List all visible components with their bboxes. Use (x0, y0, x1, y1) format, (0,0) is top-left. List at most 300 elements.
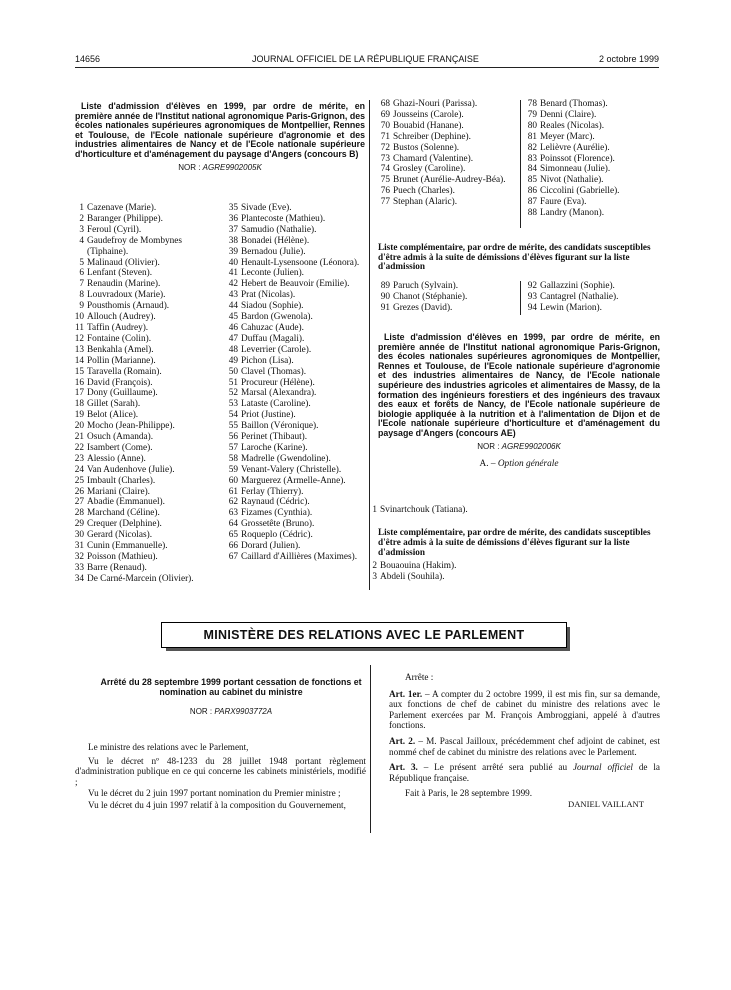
rank-number: 64 (228, 519, 238, 530)
rank-number: 31 (74, 541, 84, 552)
section1-nor (75, 163, 365, 172)
rank-number: 26 (74, 486, 84, 497)
list-item (222, 312, 367, 323)
candidate-name: Cahuzac (Aude). (241, 322, 304, 333)
list-item (68, 541, 218, 552)
list-item (374, 154, 518, 165)
candidate-name: Leconte (Julien). (241, 268, 304, 279)
rank-number: 40 (228, 257, 238, 268)
rank-number: 61 (228, 486, 238, 497)
rank-number: 80 (527, 120, 537, 131)
section2-list (361, 505, 561, 516)
list-item (68, 301, 218, 312)
list-item (68, 519, 218, 530)
candidate-name: Faure (Eva). (540, 197, 587, 208)
section1-title: Liste d'admission d'élèves en 1999, par ordre de mérite, en première année de l'Institut national agronomique Paris-Grignon, des écoles nationales supérieures agronomiques de Montpellier, Rennes et Toulouse, de l'Ecole nationale supérieure d'agronomie et des industries alimentaires de Nancy et de l'Ecole nationale supérieure d'horticulture et d'aménagement du paysage d'Angers (concours B) (75, 101, 365, 159)
candidate-name: Cazenave (Marie). (87, 203, 157, 213)
rank-number: 12 (74, 333, 84, 344)
list-item (68, 214, 218, 225)
candidate-name: Chamard (Valentine). (393, 153, 474, 164)
candidate-name: Hebert de Beauvoir (Emilie). (241, 279, 350, 290)
rank-number: 47 (228, 333, 238, 344)
list-item (521, 121, 661, 132)
rank-number: 84 (527, 164, 537, 175)
list-item (374, 292, 518, 303)
list-item (521, 132, 661, 143)
list-item (68, 236, 218, 258)
rank-number: 45 (228, 312, 238, 323)
list-item (521, 110, 661, 121)
rank-number: 33 (74, 562, 84, 573)
rank-number: 94 (527, 302, 537, 313)
list-item (222, 508, 367, 519)
rank-number: 62 (228, 497, 238, 508)
candidate-name: Reales (Nicolas). (540, 120, 605, 131)
rank-number: 68 (380, 99, 390, 109)
list-item (68, 421, 218, 432)
rank-number: 58 (228, 453, 238, 464)
rank-number: 11 (75, 322, 84, 333)
nor-label: NOR : (477, 441, 500, 451)
header-rule (75, 67, 659, 68)
list-item (68, 454, 218, 465)
list-item (222, 258, 367, 269)
rank-number: 86 (527, 186, 537, 197)
candidate-name: Dony (Guillaume). (87, 388, 158, 399)
rank-number: 93 (527, 291, 537, 302)
candidate-name: Pollin (Marianne). (87, 355, 156, 366)
rank-number: 73 (380, 153, 390, 164)
candidate-name: Laroche (Karine). (241, 442, 308, 453)
rank-number: 66 (228, 541, 238, 552)
candidate-name: Benkahla (Amel). (87, 344, 154, 355)
rank-number: 77 (380, 197, 390, 208)
rank-number: 59 (228, 464, 238, 475)
list-item (222, 465, 367, 476)
admission-list-col3 (374, 99, 518, 208)
list-item (68, 378, 218, 389)
rank-number: 1 (79, 203, 84, 213)
arrete-vu1: Vu le décret nº 48-1233 du 28 juillet 1948 portant règlement d'administration publique en ce qui concerne les cabinets ministériels, modifié ; (75, 755, 366, 787)
list-item (222, 552, 367, 563)
list-item (222, 367, 367, 378)
candidate-name: Lelièvre (Aurélie). (540, 142, 610, 153)
candidate-name: Svinartchouk (Tatiana). (380, 505, 468, 515)
candidate-name: Gaudefroy de Mombynes (Tiphaine). (87, 235, 183, 257)
candidate-name: Fontaine (Colin). (87, 333, 152, 344)
candidate-name: Abdeli (Souhila). (380, 571, 445, 582)
rank-number: 8 (79, 290, 84, 301)
rank-number: 76 (380, 186, 390, 197)
list-item (374, 121, 518, 132)
candidate-name: Pichon (Lisa). (241, 355, 294, 366)
candidate-name: Mariani (Claire). (87, 486, 150, 497)
candidate-name: Mocho (Jean-Philippe). (87, 421, 175, 432)
rank-number: 74 (380, 164, 390, 175)
list-item (222, 301, 367, 312)
list-item (222, 454, 367, 465)
rank-number: 15 (74, 366, 84, 377)
candidate-name: Imbault (Charles). (87, 475, 156, 486)
admission-list-col2 (222, 203, 367, 563)
candidate-name: Plantecoste (Mathieu). (241, 213, 326, 224)
candidate-name: Lataste (Caroline). (241, 399, 311, 410)
candidate-name: Prat (Nicolas). (241, 290, 296, 301)
list-item (68, 574, 218, 585)
list-item (68, 410, 218, 421)
rank-number: 50 (228, 366, 238, 377)
rank-number: 3 (79, 224, 84, 235)
list-item (222, 378, 367, 389)
list-item (374, 281, 518, 292)
arrete-vu2: Vu le décret du 2 juin 1997 portant nomination du Premier ministre ; (88, 788, 341, 799)
candidate-name: Lenfant (Steven). (87, 268, 153, 279)
rank-number: 54 (228, 410, 238, 421)
candidate-name: Schreiber (Dephine). (393, 131, 471, 142)
list-item (222, 279, 367, 290)
rank-number: 63 (228, 508, 238, 519)
arrete-title: Arrêté du 28 septembre 1999 portant cessation de fonctions et nomination au cabinet du ministre (100, 677, 362, 697)
candidate-name: Allouch (Audrey). (87, 312, 156, 323)
candidate-name: Renaudin (Marine). (87, 279, 161, 290)
list-item (222, 410, 367, 421)
rank-number: 46 (228, 322, 238, 333)
list-item (68, 530, 218, 541)
list-item (68, 367, 218, 378)
candidate-name: Lewin (Marion). (540, 302, 602, 313)
rank-number: 22 (74, 442, 84, 453)
candidate-name: Alessio (Anne). (87, 453, 146, 464)
candidate-name: Priot (Justine). (241, 410, 296, 421)
candidate-name: Belot (Alice). (87, 410, 139, 421)
list-item (521, 154, 661, 165)
rank-number: 49 (228, 355, 238, 366)
journal-title: JOURNAL OFFICIEL DE LA RÉPUBLIQUE FRANÇAISE (252, 54, 479, 64)
rank-number: 44 (228, 301, 238, 312)
rank-number: 88 (527, 208, 537, 219)
admission-list-col1 (68, 203, 218, 585)
candidate-name: Pousthomis (Arnaud). (87, 301, 170, 312)
candidate-name: Sivade (Eve). (241, 203, 292, 213)
candidate-name: Duffau (Magali). (241, 333, 305, 344)
admission-list-col4 (521, 99, 661, 219)
list-item (68, 443, 218, 454)
candidate-name: Van Audenhove (Julie). (87, 464, 175, 475)
candidate-name: Marsal (Alexandra). (241, 388, 317, 399)
list-item (222, 290, 367, 301)
list-item (521, 208, 661, 219)
rank-number: 14 (74, 355, 84, 366)
candidate-name: Meyer (Marc). (540, 131, 595, 142)
rank-number: 1 (372, 505, 377, 515)
rank-number: 87 (527, 197, 537, 208)
section2 (378, 333, 660, 475)
candidate-name: Marchand (Céline). (87, 508, 160, 519)
candidate-name: Bonadei (Hélène). (241, 235, 310, 246)
rank-number: 2 (372, 561, 377, 571)
candidate-name: Jousseins (Carole). (393, 109, 464, 120)
candidate-name: Gerard (Nicolas). (87, 530, 153, 541)
rank-number: 92 (527, 281, 537, 291)
list-item (222, 356, 367, 367)
list-item (361, 561, 561, 572)
article-3: Art. 3. – Le présent arrêté sera publié au Journal officiel de la République française. (389, 762, 660, 783)
candidate-name: Isambert (Come). (87, 442, 153, 453)
list-item (68, 290, 218, 301)
candidate-name: Bouaouina (Hakim). (380, 561, 457, 571)
rank-number: 75 (380, 175, 390, 186)
candidate-name: Siadou (Sophie). (241, 301, 304, 312)
list-item (521, 186, 661, 197)
list-item (222, 268, 367, 279)
list-item (374, 143, 518, 154)
rank-number: 72 (380, 142, 390, 153)
rank-number: 67 (228, 552, 238, 562)
arrete-vu3: Vu le décret du 4 juin 1997 relatif à la composition du Gouvernement, (88, 799, 346, 810)
candidate-name: Madrelle (Gwendoline). (241, 453, 331, 464)
issue-date: 2 octobre 1999 (598, 54, 659, 64)
list-item (222, 476, 367, 487)
candidate-name: Puech (Charles). (393, 186, 455, 197)
candidate-name: Simonneau (Julie). (540, 164, 611, 175)
rank-number: 3 (372, 571, 377, 582)
candidate-name: Paruch (Sylvain). (393, 281, 459, 291)
list-item (68, 258, 218, 269)
rank-number: 78 (527, 99, 537, 109)
candidate-name: Crequer (Delphine). (87, 519, 162, 530)
section1-left (75, 102, 365, 177)
rank-number: 16 (74, 377, 84, 388)
list-item (521, 292, 661, 303)
list-item (521, 143, 661, 154)
rank-number: 5 (79, 257, 84, 268)
candidate-name: Bouabid (Hanane). (393, 120, 464, 131)
rank-number: 32 (74, 552, 84, 562)
candidate-name: Feroul (Cyril). (87, 224, 142, 235)
rank-number: 20 (74, 421, 84, 432)
candidate-name: Perinet (Thibaut). (241, 432, 308, 443)
list-item (68, 268, 218, 279)
section2-title: Liste d'admission d'élèves en 1999, par ordre de mérite, en première année de l'Institut national agronomique Paris-Grignon, des écoles nationales supérieures agronomiques de Montpellier, Rennes et Toulouse, de l'Ecole nationale supérieure d'agronomie et des industries alimentaires de Nancy, de l'Ecole nationale supérieure des industries agricoles et alimentaires de Massy, de la formation des ingénieurs forestiers et des ingénieurs des travaux des eaux et forêts de Nancy, de l'Ecole nationale supérieure de biologie appliquée à la nutrition et à l'alimentation de Dijon et de l'Ecole nationale supérieure d'horticulture et d'aménagement du paysage d'Angers (concours AE) (378, 332, 660, 438)
candidate-name: Fizames (Cynthia). (241, 508, 313, 519)
list-item (374, 197, 518, 208)
list-item (68, 388, 218, 399)
ministry-heading: MINISTÈRE DES RELATIONS AVEC LE PARLEMENT (161, 622, 567, 648)
list-item (222, 236, 367, 247)
rank-number: 41 (228, 268, 238, 279)
rank-number: 70 (380, 120, 390, 131)
list-item (222, 541, 367, 552)
rank-number: 65 (228, 530, 238, 541)
candidate-name: Grosley (Caroline). (393, 164, 466, 175)
rank-number: 55 (228, 421, 238, 432)
candidate-name: Raynaud (Cédric). (241, 497, 310, 508)
complement1-title: Liste complémentaire, par ordre de mérite, des candidats susceptibles d'être admis à la suite de démissions d'élèves figurant sur la liste d'admission (378, 242, 651, 272)
rank-number: 27 (74, 497, 84, 508)
rank-number: 89 (380, 281, 390, 291)
candidate-name: Ghazi-Nouri (Parissa). (393, 99, 478, 109)
complement2-list (361, 561, 561, 583)
rank-number: 35 (228, 203, 238, 213)
rank-number: 34 (74, 573, 84, 584)
candidate-name: Stephan (Alaric). (393, 197, 458, 208)
rank-number: 53 (228, 399, 238, 410)
list-item (222, 519, 367, 530)
rank-number: 9 (79, 301, 84, 312)
list-item (222, 388, 367, 399)
complement1-col2 (521, 281, 661, 314)
rank-number: 7 (79, 279, 84, 290)
candidate-name: Poinssot (Florence). (540, 153, 615, 164)
list-item (374, 132, 518, 143)
signature: DANIEL VAILLANT (568, 798, 644, 809)
complement1-col1 (374, 281, 518, 314)
candidate-name: Venant-Valery (Christelle). (241, 464, 342, 475)
arrete-column-divider (370, 665, 371, 833)
rank-number: 81 (527, 131, 537, 142)
list-item (222, 203, 367, 214)
list-item (374, 99, 518, 110)
arrete-left (95, 678, 367, 739)
rank-number: 37 (228, 224, 238, 235)
list-item (222, 345, 367, 356)
rank-number: 43 (228, 290, 238, 301)
candidate-name: Taravella (Romain). (87, 366, 162, 377)
list-item (68, 497, 218, 508)
rank-number: 38 (228, 235, 238, 246)
rank-number: 24 (74, 464, 84, 475)
candidate-name: Henault-Lysensoone (Léonora). (241, 257, 360, 268)
list-item (521, 164, 661, 175)
candidate-name: David (François). (87, 377, 153, 388)
candidate-name: Marguerez (Armelle-Anne). (241, 475, 346, 486)
candidate-name: Samudio (Nathalie). (241, 224, 317, 235)
list-item (374, 175, 518, 186)
list-item (222, 487, 367, 498)
list-item (68, 225, 218, 236)
column-divider (369, 100, 370, 590)
candidate-name: Bernadou (Julie). (241, 246, 306, 257)
list-item (68, 465, 218, 476)
list-item (68, 323, 218, 334)
candidate-name: Bustos (Solenne). (393, 142, 460, 153)
list-item (68, 399, 218, 410)
list-item (222, 432, 367, 443)
rank-number: 82 (527, 142, 537, 153)
list-item (222, 530, 367, 541)
rank-number: 4 (79, 235, 84, 246)
list-item (68, 279, 218, 290)
rank-number: 29 (74, 519, 84, 530)
list-item (68, 563, 218, 574)
candidate-name: Leverrier (Carole). (241, 344, 312, 355)
rank-number: 19 (74, 410, 84, 421)
rank-number: 85 (527, 175, 537, 186)
rank-number: 60 (228, 475, 238, 486)
rank-number: 79 (527, 109, 537, 120)
list-item (68, 345, 218, 356)
candidate-name: Grezes (David). (393, 302, 453, 313)
candidate-name: De Carné-Marcein (Olivier). (87, 573, 194, 584)
rank-number: 23 (74, 453, 84, 464)
rank-number: 48 (228, 344, 238, 355)
candidate-name: Denni (Claire). (540, 109, 597, 120)
candidate-name: Abadie (Emmanuel). (87, 497, 165, 508)
candidate-name: Brunet (Aurélie-Audrey-Béa). (393, 175, 506, 186)
candidate-name: Ferlay (Thierry). (241, 486, 304, 497)
list-item (361, 572, 561, 583)
article-2: Art. 2. – M. Pascal Jailloux, précédemment chef adjoint de cabinet, est nommé chef de cabinet du ministre des relations avec le Parlement. (389, 735, 660, 757)
arrete-right (389, 672, 660, 810)
list-item (68, 334, 218, 345)
candidate-name: Nivot (Nathalie). (540, 175, 604, 186)
rank-number: 17 (74, 388, 84, 399)
list-item (222, 443, 367, 454)
rank-number: 39 (228, 246, 238, 257)
nor-code: AGRE9902006K (501, 441, 561, 451)
arrete-preamble (75, 742, 366, 811)
list-item (374, 110, 518, 121)
candidate-name: Ciccolini (Gabrielle). (540, 186, 620, 197)
candidate-name: Louvradoux (Marie). (87, 290, 166, 301)
list-item (374, 303, 518, 314)
list-item (374, 186, 518, 197)
rank-number: 69 (380, 109, 390, 120)
rank-number: 30 (74, 530, 84, 541)
candidate-name: Gillet (Sarah). (87, 399, 141, 410)
list-item (68, 432, 218, 443)
arrete-intro: Le ministre des relations avec le Parlement, (88, 742, 249, 752)
candidate-name: Chanot (Stéphanie). (393, 291, 468, 302)
page-number: 14656 (75, 54, 101, 64)
list-item (361, 505, 561, 516)
rank-number: 13 (74, 344, 84, 355)
candidate-name: Caillard d'Aillières (Maximes). (241, 552, 358, 562)
rank-number: 28 (74, 508, 84, 519)
rank-number: 83 (527, 153, 537, 164)
list-item (222, 421, 367, 432)
candidate-name: Landry (Manon). (540, 208, 605, 219)
rank-number: 57 (228, 442, 238, 453)
rank-number: 42 (228, 279, 238, 290)
candidate-name: Poisson (Mathieu). (87, 552, 158, 562)
candidate-name: Baillon (Véronique). (241, 421, 319, 432)
candidate-name: Cantagrel (Nathalie). (540, 291, 619, 302)
rank-number: 25 (74, 475, 84, 486)
list-item (68, 312, 218, 323)
list-item (521, 281, 661, 292)
list-item (521, 197, 661, 208)
list-item (68, 203, 218, 214)
list-item (222, 497, 367, 508)
candidate-name: Gallazzini (Sophie). (540, 281, 615, 291)
article-1: Art. 1er. – A compter du 2 octobre 1999, il est mis fin, sur sa demande, aux fonctions de chef de cabinet du ministre des relations avec le Parlement exercées par M. François Ambroggiani, appelé à d'autres fonctions. (389, 688, 660, 731)
section2-nor (378, 442, 660, 451)
candidate-name: Benard (Thomas). (540, 99, 608, 109)
complement2-title: Liste complémentaire, par ordre de mérite, des candidats susceptibles d'être admis à la suite de démissions d'élèves figurant sur la liste d'admission (378, 527, 651, 557)
list-item (68, 476, 218, 487)
list-item (222, 399, 367, 410)
rank-number: 21 (74, 432, 84, 443)
candidate-name: Malinaud (Olivier). (87, 257, 160, 268)
candidate-name: Grossetête (Bruno). (241, 519, 315, 530)
nor-code: AGRE9902005K (202, 162, 262, 172)
list-item (68, 552, 218, 563)
rank-number: 6 (79, 268, 84, 279)
rank-number: 91 (380, 302, 390, 313)
rank-number: 52 (228, 388, 238, 399)
candidate-name: Roqueplo (Cédric). (241, 530, 313, 541)
